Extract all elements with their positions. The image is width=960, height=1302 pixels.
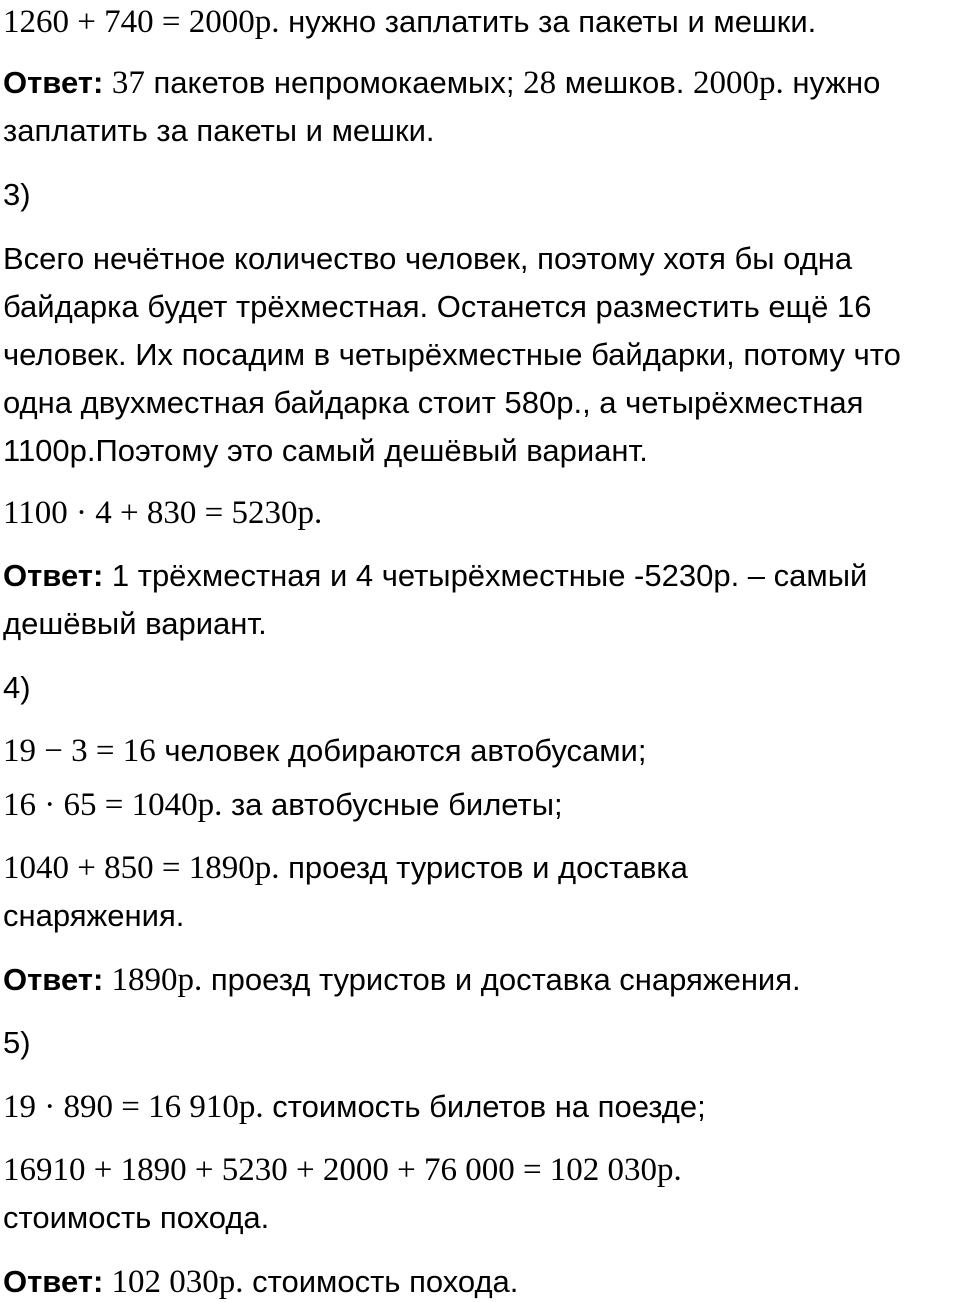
answer-text: проезд туристов и доставка снаряжения. xyxy=(202,962,801,997)
calc-line-total xyxy=(3,1150,682,1190)
answer-label: Ответ: xyxy=(3,1264,104,1299)
formula-total: 16910 + 1890 + 5230 + 2000 + 76 000 = 102 030р. xyxy=(3,1152,682,1188)
formula-kayaks xyxy=(3,493,322,533)
paragraph-line: Всего нечётное количество человек, поэтому хотя бы одна xyxy=(3,241,853,276)
answer-value-packets: 37 xyxy=(111,65,145,101)
paragraph-line: 1100р.Поэтому это самый дешёвый вариант. xyxy=(3,433,648,468)
paragraph-line: одна двухместная байдарка стоит 580р., а четырёхместная xyxy=(3,385,864,420)
answer-section2-line2: заплатить за пакеты и мешки. xyxy=(3,113,435,148)
answer-section5 xyxy=(3,1262,518,1302)
calc-line-bags-text: нужно заплатить за пакеты и мешки. xyxy=(279,4,817,39)
answer-label: Ответ: xyxy=(3,962,104,997)
formula-bus-tickets: 16 · 65 = 1040р. xyxy=(3,787,223,823)
answer-text-packets: пакетов непромокаемых; xyxy=(144,65,524,100)
calc-line-bus-people xyxy=(3,731,646,771)
formula-transport: 1040 + 850 = 1890р. xyxy=(3,850,280,886)
calc-line-train xyxy=(3,1087,706,1127)
calc-text: стоимость билетов на поезде; xyxy=(263,1089,706,1124)
answer-text-sacks: мешков. xyxy=(556,65,693,100)
answer-value: 102 030р. xyxy=(103,1264,244,1300)
calc-line-total-cont: стоимость похода. xyxy=(3,1200,270,1235)
paragraph-line: человек. Их посадим в четырёхместные байдарки, потому что xyxy=(3,337,901,372)
answer-label: Ответ: xyxy=(3,558,104,593)
calc-line-transport-cont: снаряжения. xyxy=(3,898,185,933)
answer-value: 1890р. xyxy=(103,962,203,998)
formula-train: 19 · 890 = 16 910р. xyxy=(3,1089,264,1125)
answer-text-need: нужно xyxy=(783,65,881,100)
formula-kayaks-math: 1100 · 4 + 830 = 5230р. xyxy=(3,495,323,531)
calc-text: проезд туристов и доставка xyxy=(279,850,688,885)
section-heading-4: 4) xyxy=(3,670,31,705)
section-heading-5: 5) xyxy=(3,1025,31,1060)
answer-value-cost: 2000р. xyxy=(692,65,784,101)
calc-text: человек добираются автобусами; xyxy=(155,733,647,768)
answer-text: 1 трёхместная и 4 четырёхместные -5230р. – самый xyxy=(103,558,868,593)
answer-section2-line1 xyxy=(3,63,880,103)
answer-text: стоимость похода. xyxy=(243,1264,519,1299)
formula-bus-people: 19 − 3 = 16 xyxy=(3,733,156,769)
calc-line-bags xyxy=(3,2,816,42)
paragraph-line: байдарка будет трёхместная. Останется разместить ещё 16 xyxy=(3,289,872,324)
answer-section3-line1 xyxy=(3,556,867,596)
answer-label: Ответ: xyxy=(3,65,104,100)
section-heading-3: 3) xyxy=(3,177,31,212)
formula-bags-total: 1260 + 740 = 2000р. xyxy=(3,4,280,40)
calc-line-transport xyxy=(3,848,688,888)
calc-text: за автобусные билеты; xyxy=(222,787,563,822)
answer-value-sacks: 28 xyxy=(523,65,557,101)
answer-section4 xyxy=(3,960,801,1000)
answer-section3-line2: дешёвый вариант. xyxy=(3,606,267,641)
calc-line-bus-tickets xyxy=(3,785,563,825)
